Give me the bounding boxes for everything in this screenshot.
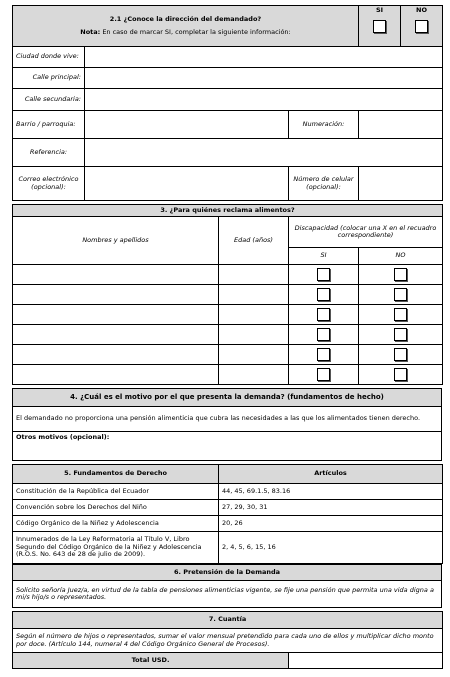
disability-si-checkbox[interactable] (317, 308, 330, 321)
person-row (13, 325, 443, 345)
norma-cell: Código Orgánico de la Niñez y Adolescencia (13, 516, 219, 532)
person-row (13, 345, 443, 365)
people-rows (13, 265, 443, 385)
motivo-text: El demandado no proporciona una pensión alimenticia que cubra las necesidades a las que los alimentados tienen derecho. (13, 407, 442, 432)
person-age-field[interactable] (219, 365, 289, 385)
disability-no-cell (359, 345, 443, 365)
ciudad-label: Ciudad donde vive: (13, 47, 85, 68)
disability-no-cell (359, 285, 443, 305)
section-5-table (12, 464, 443, 564)
discapacidad-header: Discapacidad (colocar una X en el recuadro correspondiente) (289, 217, 443, 248)
celular-label: Número de celular (opcional): (289, 167, 359, 201)
person-name-field[interactable] (13, 365, 219, 385)
edad-header: Edad (años) (219, 217, 289, 265)
articulos-cell: 27, 29, 30, 31 (219, 500, 443, 516)
disability-no-cell (359, 365, 443, 385)
disability-no-checkbox[interactable] (394, 368, 407, 381)
referencia-label: Referencia: (13, 139, 85, 167)
disability-no-checkbox[interactable] (394, 348, 407, 361)
address-note (16, 29, 355, 36)
ciudad-field[interactable] (85, 47, 443, 68)
person-age-field[interactable] (219, 265, 289, 285)
norma-cell: Constitución de la República del Ecuador (13, 484, 219, 500)
address-question: 2.1 ¿Conoce la dirección del demandado? (109, 15, 262, 24)
person-name-field[interactable] (13, 285, 219, 305)
person-row (13, 365, 443, 385)
articulos-header: Artículos (219, 465, 443, 484)
person-row (13, 265, 443, 285)
section-6-table (12, 564, 442, 608)
barrio-field[interactable] (85, 111, 289, 139)
disability-si-checkbox[interactable] (317, 268, 330, 281)
disability-si-cell (289, 265, 359, 285)
disability-si-cell (289, 345, 359, 365)
disc-no-header: NO (359, 248, 443, 265)
address-si-checkbox[interactable] (373, 20, 386, 33)
section-7-title: 7. Cuantía (13, 612, 443, 629)
disability-no-cell (359, 305, 443, 325)
articulos-cell: 44, 45, 69.1.5, 83.16 (219, 484, 443, 500)
person-age-field[interactable] (219, 305, 289, 325)
section-7-table (12, 611, 443, 669)
correo-label: Correo electrónico (opcional): (13, 167, 85, 201)
person-name-field[interactable] (13, 265, 219, 285)
numeracion-field[interactable] (359, 111, 443, 139)
person-age-field[interactable] (219, 285, 289, 305)
form-page (12, 5, 442, 669)
address-question-cell (13, 6, 359, 47)
total-usd-label: Total USD. (13, 653, 289, 669)
calle-secundaria-field[interactable] (85, 89, 443, 111)
total-usd-field[interactable] (289, 653, 443, 669)
address-no-label: NO (416, 6, 427, 14)
section-3-table (12, 204, 443, 385)
section-5-title: 5. Fundamentos de Derecho (13, 465, 219, 484)
person-age-field[interactable] (219, 345, 289, 365)
disability-si-cell (289, 365, 359, 385)
section-3-title: 3. ¿Para quiénes reclama alimentos? (13, 205, 443, 217)
disability-no-cell (359, 265, 443, 285)
disability-si-checkbox[interactable] (317, 288, 330, 301)
person-name-field[interactable] (13, 305, 219, 325)
person-age-field[interactable] (219, 325, 289, 345)
person-name-field[interactable] (13, 345, 219, 365)
si-no-cell (359, 6, 443, 47)
disability-no-checkbox[interactable] (394, 308, 407, 321)
norma-cell: Innumerados de la Ley Reformatoria al Título V, Libro Segundo del Código Orgánico de la Niñez y Adolescencia (R.O.S. No. 643 de 28 de julio de 2009). (13, 532, 219, 564)
person-name-field[interactable] (13, 325, 219, 345)
otros-motivos-label[interactable]: Otros motivos (opcional): (13, 432, 442, 461)
disability-no-checkbox[interactable] (394, 288, 407, 301)
disability-si-checkbox[interactable] (317, 348, 330, 361)
nombres-header: Nombres y apellidos (13, 217, 219, 265)
calle-secundaria-label: Calle secundaria: (13, 89, 85, 111)
note-text: En caso de marcar SI, completar la siguiente información: (100, 27, 291, 36)
disability-si-checkbox[interactable] (317, 328, 330, 341)
person-row (13, 285, 443, 305)
numeracion-label: Numeración: (289, 111, 359, 139)
disc-si-header: SI (289, 248, 359, 265)
correo-field[interactable] (85, 167, 289, 201)
section-4-table (12, 388, 442, 461)
disability-no-cell (359, 325, 443, 345)
disability-si-checkbox[interactable] (317, 368, 330, 381)
person-row (13, 305, 443, 325)
barrio-label: Barrio / parroquia: (13, 111, 85, 139)
calle-principal-field[interactable] (85, 68, 443, 89)
pretension-text: Solicito señoría Juez/a, en virtud de la tabla de pensiones alimenticias vigente, se fije una pensión que permita una vida digna a mi/s hijo/s o representados. (13, 581, 442, 608)
address-si-label: SI (375, 6, 384, 14)
section-4-title: 4. ¿Cuál es el motivo por el que presenta la demanda? (fundamentos de hecho) (13, 389, 442, 407)
section-6-title: 6. Pretensión de la Demanda (13, 565, 442, 581)
articulos-cell: 2, 4, 5, 6, 15, 16 (219, 532, 443, 564)
norma-cell: Convención sobre los Derechos del Niño (13, 500, 219, 516)
address-no-checkbox[interactable] (415, 20, 428, 33)
section-2-1-table (12, 5, 443, 201)
disability-si-cell (289, 285, 359, 305)
disability-no-checkbox[interactable] (394, 268, 407, 281)
cuantia-text: Según el número de hijos o representados, sumar el valor mensual pretendido para cada uno de ellos y multiplicar dicho monto por doce. (Artículo 144, numeral 4 del Código Orgánico General de Procesos). (13, 629, 443, 653)
referencia-field[interactable] (85, 139, 443, 167)
calle-principal-label: Calle principal: (13, 68, 85, 89)
note-label: Nota: (80, 27, 101, 36)
celular-field[interactable] (359, 167, 443, 201)
disability-si-cell (289, 325, 359, 345)
disability-si-cell (289, 305, 359, 325)
disability-no-checkbox[interactable] (394, 328, 407, 341)
articulos-cell: 20, 26 (219, 516, 443, 532)
